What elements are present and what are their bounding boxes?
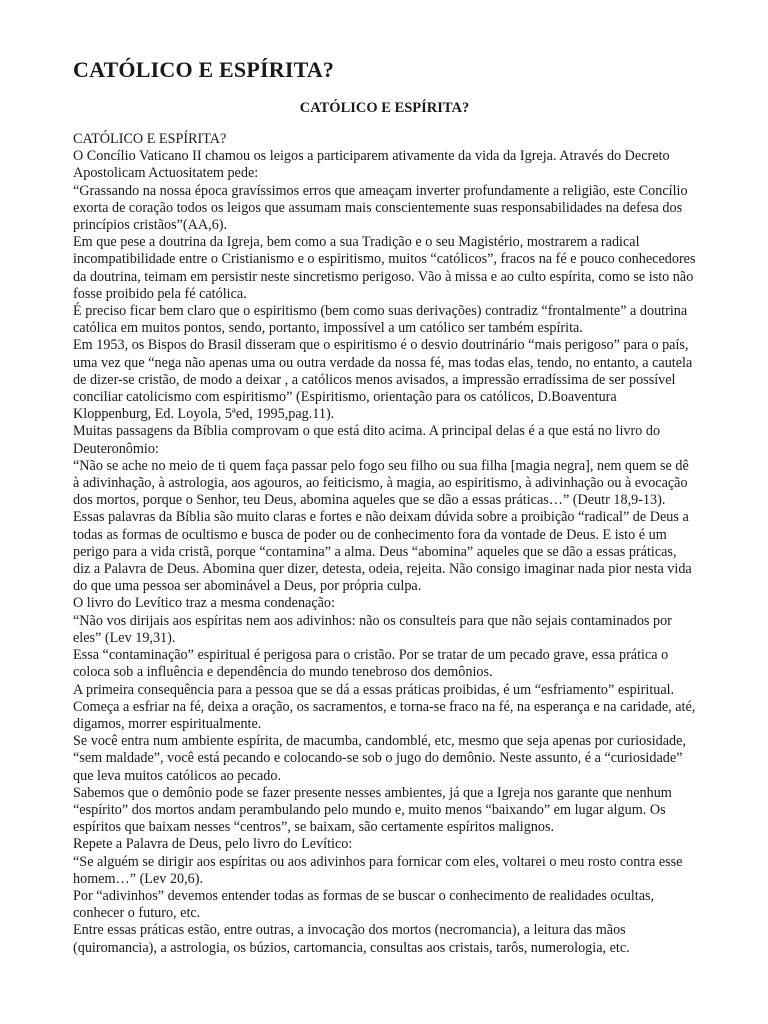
- paragraph: Em 1953, os Bispos do Brasil disseram que o espiritismo é o desvio doutrinário “mais perigoso” para o país, uma vez que “nega não apenas uma ou outra verdade da nossa fé, mas todas elas, tendo, no entanto, a cautela de dizer-se cristão, de modo a deixar , a católicos menos avisados, a impressão erradíssima de ser possível conciliar catolicismo com espiritismo” (Espiritismo, orientação para os católicos, D.Boaventura Kloppenburg, Ed. Loyola, 5ªed, 1995,pag.11).: [73, 337, 693, 423]
- quote-paragraph: “Não vos dirijais aos espíritas nem aos adivinhos: não os consulteis para que não sejais contaminados por eles” (Lev 19,31).: [73, 612, 672, 646]
- document-title: CATÓLICO E ESPÍRITA?: [73, 57, 335, 82]
- paragraph: CATÓLICO E ESPÍRITA?: [73, 131, 227, 147]
- quote-paragraph: “Se alguém se dirigir aos espíritas ou aos adivinhos para fornicar com eles, voltarei o meu rosto contra esse homem…” (Lev 20,6).: [73, 853, 683, 887]
- paragraph: Em que pese a doutrina da Igreja, bem como a sua Tradição e o seu Magistério, mostrarem a radical incompatibilidade entre o Cristianismo e o espiritismo, muitos “católicos”, fracos na fé e pouco conhecedores da doutrina, teimam em persistir neste sincretismo perigoso. Vão à missa e ao culto espírita, como se isto não fosse proibido pela fé católica.: [73, 234, 696, 302]
- document-body: [73, 131, 696, 957]
- paragraph: Muitas passagens da Bíblia comprovam o que está dito acima. A principal delas é a que está no livro do Deuteronômio:: [73, 423, 661, 457]
- paragraph: A primeira consequência para a pessoa que se dá a essas práticas proibidas, é um “esfriamento” espiritual. Começa a esfriar na fé, deixa a oração, os sacramentos, e torna-se fraco na fé, na esperança e na caridade, até, digamos, morrer espiritualmente.: [73, 681, 696, 732]
- quote-paragraph: “Não se ache no meio de ti quem faça passar pelo fogo seu filho ou sua filha [magia negra], nem quem se dê à adivinhação, à astrologia, aos agouros, ao feiticismo, à magia, ao espiritismo, à adivinhação ou à evocação dos mortos, porque o Senhor, teu Deus, abomina aqueles que se dão a essas práticas…” (Deutr 18,9-13).: [73, 457, 689, 509]
- paragraph: Por “adivinhos” devemos entender todas as formas de se buscar o conhecimento de realidades ocultas, conhecer o futuro, etc.: [73, 887, 655, 922]
- paragraph: Entre essas práticas estão, entre outras, a invocação dos mortos (necromancia), a leitura das mãos (quiromancia), a astrologia, os búzios, cartomancia, consultas aos cristais, tarôs, numerologia, etc.: [73, 922, 630, 956]
- centered-heading: CATÓLICO E ESPÍRITA?: [299, 100, 470, 116]
- quote-paragraph: “Grassando na nossa época gravíssimos erros que ameaçam inverter profundamente a religião, este Concílio exorta de coração todos os leigos que assumam mais conscientemente suas responsabilidades na defesa dos princípios cristãos”(AA,6).: [73, 182, 688, 234]
- paragraph: O livro do Levítico traz a mesma condenação:: [73, 595, 335, 612]
- paragraph: Repete a Palavra de Deus, pelo livro do Levítico:: [73, 836, 353, 853]
- paragraph: O Concílio Vaticano II chamou os leigos a participarem ativamente da vida da Igreja. Através do Decreto Apostolicam Actuositatem pede:: [73, 148, 670, 182]
- paragraph: Sabemos que o demônio pode se fazer presente nesses ambientes, já que a Igreja nos garante que nenhum “espírito” dos mortos andam perambulando pelo mundo e, muito menos “baixando” em lugar algum. Os espíritos que baixam nesses “centros”, se baixam, são certamente espíritos malignos.: [73, 784, 672, 836]
- paragraph: Essa “contaminação” espiritual é perigosa para o cristão. Por se tratar de um pecado grave, essa prática o coloca sob a influência e dependência do mundo tenebroso dos demônios.: [73, 647, 669, 681]
- paragraph: Essas palavras da Bíblia são muito claras e fortes e não deixam dúvida sobre a proibição “radical” de Deus a todas as formas de ocultismo e busca de poder ou de conhecimento fora da vontade de Deus. E isto é um perigo para a vida cristã, porque “contamina” a alma. Deus “abomina” aqueles que se dão a essas práticas, diz a Palavra de Deus. Abomina quer dizer, detesta, odeia, rejeita. Não consigo imaginar nada pior nesta vida do que uma pessoa ser abominável a Deus, por própria culpa.: [73, 509, 692, 595]
- paragraph: Se você entra num ambiente espírita, de macumba, candomblé, etc, mesmo que seja apenas por curiosidade, “sem maldade”, você está pecando e colocando-se sob o jugo do demônio. Neste assunto, é a “curiosidade” que leva muitos católicos ao pecado.: [73, 733, 686, 784]
- paragraph: É preciso ficar bem claro que o espiritismo (bem como suas derivações) contradiz “frontalmente” a doutrina católica em muitos pontos, sendo, portanto, impossível a um católico ser também espírita.: [73, 303, 688, 337]
